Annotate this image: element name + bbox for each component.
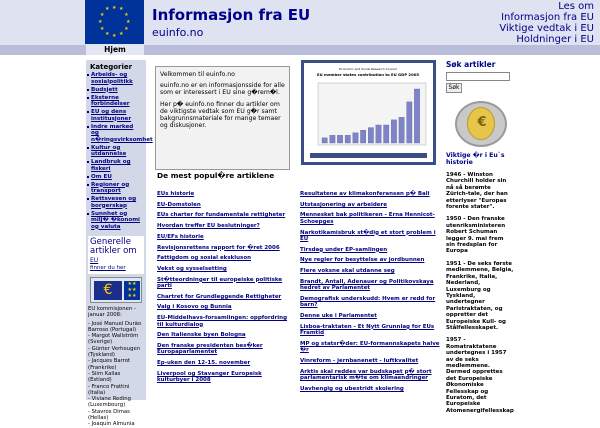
main-content <box>152 58 444 400</box>
chart-bar <box>337 135 342 143</box>
welcome-heading: Velkommen til euinfo.no <box>160 71 235 78</box>
eu-stars-icon: ★★ ★★ ★★ <box>124 281 140 300</box>
popular-article-link[interactable]: Resultatene av klimakonferansen p� Bali <box>300 191 430 197</box>
commission-member: - Jacques Barrot (Frankrike) <box>88 358 131 371</box>
chart-bar <box>368 128 373 143</box>
popular-article-link[interactable]: EUs charter for fundamentale rettigheter <box>157 212 286 219</box>
popular-article-link[interactable]: Vinreform - jernbanenett - luftkvalitet <box>300 357 419 364</box>
popular-article-link[interactable]: Den Italienske byen Bologna <box>157 332 246 339</box>
chart-bar <box>414 89 419 143</box>
popular-article-link[interactable]: Brandt, Antall, Adenauer og Politikovskaya hedret av Parlamentet <box>300 278 434 292</box>
eu-flag-logo[interactable] <box>85 0 144 44</box>
popular-article-link[interactable]: Arktis skal reddes var budskapet p� stort parlamentarisk m�te om klimaendringer <box>300 368 432 381</box>
flag-star-icon: ★ <box>99 11 105 18</box>
welcome-text: Her p� euinfo.no finner du artikler om de viktigste vedtak som EU g�r samt bakgrunnsmateriale for mange temaer og diskusjoner. <box>160 100 281 130</box>
commission-member: - Margot Wallström (Sverige) <box>88 333 139 346</box>
euro-coin-image <box>449 101 513 147</box>
popular-article-link[interactable]: Fattigdom og sosial ekskluson <box>157 255 252 262</box>
chart-org-label: Economic and Social Research Council <box>339 67 397 71</box>
site-url: euinfo.no <box>152 26 204 39</box>
commission-member: - Joaquín Almunia <box>88 421 135 428</box>
popular-article-link[interactable]: Narkotikamisbruk st�dig et stort problem i EU <box>300 229 436 242</box>
flag-star-icon: ★ <box>126 18 131 25</box>
commission-member: - José Manuel Durão Barroso (Portugal) <box>88 320 142 333</box>
popular-article-link[interactable]: Ep-uken den 12-15. november <box>157 360 251 367</box>
category-link[interactable]: Rettsvesen og borgerskap <box>86 196 146 209</box>
commission-member-list <box>86 321 146 428</box>
commission-member: - Günter Verheugen (Tyskland) <box>88 345 141 359</box>
chart-bar <box>360 130 365 143</box>
popular-article-link[interactable]: Valg i Kosovo og Bunnia <box>157 304 232 311</box>
popular-article-link[interactable]: Chartret for Grundleggende Rettigheter <box>157 293 282 300</box>
popular-articles-heading: De mest popul�re artiklene <box>157 171 275 180</box>
general-articles-label: Generelle artikler om <box>90 237 137 256</box>
popular-article-link[interactable]: Den franske presidenten bes�ker Europaparlamentet <box>157 342 263 356</box>
gdp-chart-svg <box>304 63 433 162</box>
general-articles-link[interactable]: finner du her <box>90 265 126 271</box>
nav-home-tab[interactable]: Hjem <box>86 45 144 55</box>
left-sidebar <box>86 60 153 428</box>
chart-bar <box>376 125 381 143</box>
chart-bar <box>384 125 389 143</box>
category-link[interactable]: Eksterne forbindelser <box>86 95 146 108</box>
popular-article-link[interactable]: Utstasjonering av arbeidere <box>300 201 387 208</box>
category-link[interactable]: EU og dens institusjoner <box>86 109 146 122</box>
popular-article-link[interactable]: Hvordan treffer EU beslutninger? <box>157 223 260 230</box>
header-link-vedtak[interactable]: Viktige vedtak i EU <box>499 23 594 34</box>
category-link[interactable]: Landbruk og fiskeri <box>86 159 146 172</box>
popular-article-link[interactable]: Demografisk underskudd: Hvem er redd for barn? <box>300 295 436 309</box>
popular-article-link[interactable]: Tirsdag under EP-samlingen <box>300 246 388 253</box>
commission-member: - Stavros Dimas (Hellas) <box>88 408 130 422</box>
category-link[interactable]: Sunnhet og milj� �konomi og valuta <box>86 211 146 231</box>
commission-member: - Viviane Reding (Luxembourg) <box>88 396 131 409</box>
flag-star-icon: ★ <box>112 32 117 39</box>
popular-article-link[interactable]: EUs historie <box>157 191 195 197</box>
header-link-holdninger[interactable]: Holdninger i EU <box>516 34 594 45</box>
site-header <box>0 0 600 45</box>
flag-star-icon: ★ <box>124 25 129 32</box>
popular-article-link[interactable]: Liverpool og Stavanger Europeisk kulturbyer i 2008 <box>157 370 262 384</box>
chart-title: EU member states contribution to EU GDP 2005 <box>317 72 419 77</box>
popular-article-link[interactable]: Nye regler for besyttelse av jordbunnen <box>300 257 425 264</box>
category-link[interactable]: Om EU <box>86 174 146 181</box>
chart-bar <box>353 133 358 143</box>
eu-commission-logo[interactable] <box>90 277 142 303</box>
history-item: 1957 - Romatraktatene undertegnes i 1957 av de seks medlemmene. Dermed opprettes det Europeiske Økonomiske Fellesskap og Euratom, det Europeiske Atomenergifellesskap <box>446 337 514 414</box>
popular-article-link[interactable]: St�tteordninger til europeiske politiske parti <box>157 276 283 290</box>
popular-articles-right <box>300 191 440 396</box>
flag-star-icon: ★ <box>98 18 103 25</box>
popular-article-link[interactable]: EU/EFs historie <box>157 233 204 240</box>
flag-star-icon: ★ <box>119 30 124 37</box>
chart-footer-bar <box>310 153 427 158</box>
popular-article-link[interactable]: EU-Domstolen <box>157 201 201 208</box>
category-link[interactable]: Budsjett <box>86 87 146 94</box>
popular-article-link[interactable]: Lisboa-traktaten - Et Nytt Grunnlag for EUs Framtid <box>300 323 435 337</box>
chart-bar <box>391 120 396 143</box>
header-link-les-om: Les om <box>558 1 594 12</box>
flag-star-icon: ★ <box>124 11 129 18</box>
popular-article-link[interactable]: Revisjonsrettens rapport for �ret 2006 <box>157 244 280 251</box>
search-heading: Søk artikler <box>446 60 496 69</box>
welcome-text: euinfo.no er en informasjonsside for alle som er interessert i EU sine g�rem�l. <box>160 82 285 97</box>
category-list <box>86 72 153 230</box>
general-articles-eu-link[interactable]: EU <box>90 257 99 264</box>
search-input[interactable] <box>446 72 510 81</box>
history-item: 1946 - Winston Churchill holder sin nå så berømte Zürich-tale, der han etterlyser "Europas forente stater". <box>446 172 508 211</box>
header-links <box>499 1 594 45</box>
categories-heading: Kategorier <box>90 63 133 71</box>
chart-bar <box>399 117 404 143</box>
flag-star-icon: ★ <box>119 6 124 13</box>
right-sidebar <box>444 58 514 414</box>
category-link[interactable]: Arbeids- og sosialpolitikk <box>86 72 146 85</box>
flag-star-icon: ★ <box>112 4 117 11</box>
euro-symbol-icon: € <box>94 281 122 300</box>
history-heading: Viktige �r i Eu`s historie <box>446 152 505 166</box>
category-link[interactable]: Kultur og utdannelse <box>86 145 146 158</box>
euro-coin-inner <box>467 107 495 140</box>
commission-member: - Siim Kallas (Estland) <box>88 370 121 384</box>
commission-member: - Franco Frattini (Italia) <box>88 383 130 396</box>
search-button[interactable]: Søk <box>446 83 462 93</box>
popular-article-link[interactable]: MP og statsr�der: EU-formannskapets halve �r <box>300 340 440 354</box>
gdp-chart-canvas <box>304 63 433 162</box>
flag-star-icon: ★ <box>105 6 110 13</box>
header-link-informasjon[interactable]: Informasjon fra EU <box>501 12 594 23</box>
site-title: Informasjon fra EU <box>152 6 311 24</box>
category-link[interactable]: Regioner og transport <box>86 182 146 195</box>
popular-article-link[interactable]: Mennesket bak politikeren - Erna Hennicot-Schoepges <box>300 212 435 225</box>
chart-bar <box>407 102 412 143</box>
chart-bar <box>322 138 327 143</box>
popular-articles-left <box>157 191 292 388</box>
welcome-box <box>155 66 290 170</box>
chart-bar <box>330 135 335 143</box>
category-link[interactable]: Indre marked og n�ringsvirksomhet <box>86 124 146 144</box>
general-articles-box <box>88 236 144 274</box>
history-item: 1951 - De seks første medlemmene, Belgia, Frankrike, Italia, Nederland, Luxemburg og Tyskland, undertegner Paristraktaten, og oppretter det Europeiske Kull- og Stålfellesskapet. <box>446 260 514 331</box>
gdp-chart-image <box>301 60 436 165</box>
popular-article-link[interactable]: Denne uke i Parlamentet <box>300 312 377 319</box>
history-item: 1950 - Den franske utenriksministeren Robert Schuman legger 9. mai frem sin fredsplan for Europa <box>446 216 506 255</box>
popular-article-link[interactable]: Flere voksne skal utdanne seg <box>300 268 395 275</box>
popular-article-link[interactable]: EU-Middelhavs-forsamlingen: oppfordring til kulturdialog <box>157 315 288 328</box>
general-articles-text <box>90 238 142 265</box>
euro-symbol-icon: € <box>477 115 487 130</box>
commission-title: EU kommisjonen - januar 2008: <box>88 306 136 319</box>
flag-star-icon: ★ <box>99 25 105 32</box>
popular-article-link[interactable]: Uavhengig og ubestridt skolering <box>300 385 404 392</box>
chart-bar <box>345 135 350 143</box>
popular-article-link[interactable]: Vekst og sysselsetting <box>157 265 227 272</box>
flag-star-icon: ★ <box>105 30 110 37</box>
